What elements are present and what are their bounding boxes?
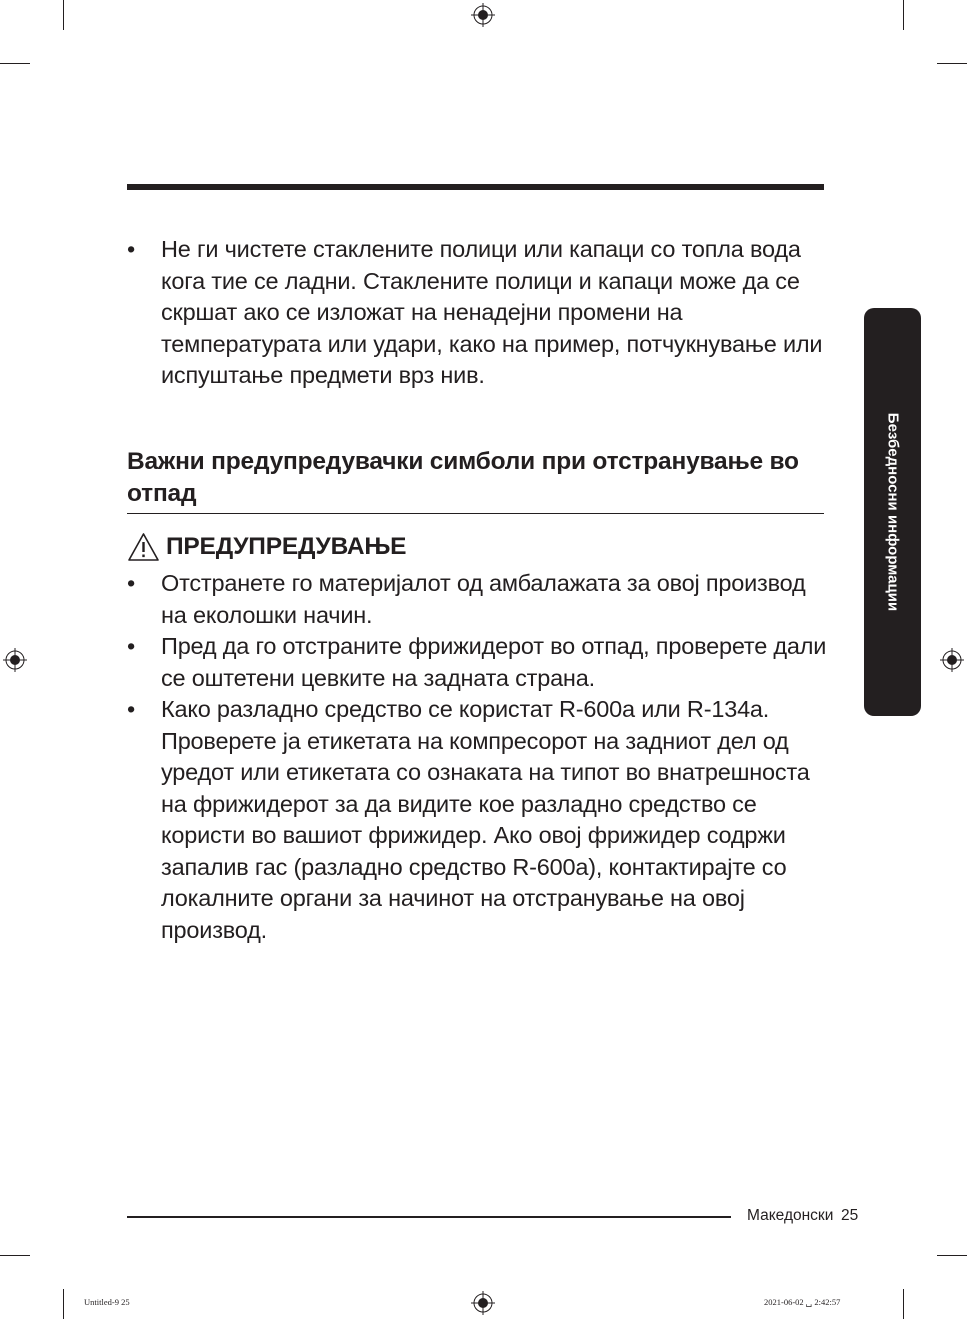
crop-mark-top-right-h bbox=[937, 63, 967, 64]
registration-mark-left-icon bbox=[3, 648, 27, 672]
crop-mark-top-right-v bbox=[903, 0, 904, 30]
registration-mark-right-icon bbox=[940, 648, 964, 672]
warning-label: ПРЕДУПРЕДУВАЊЕ bbox=[166, 533, 407, 560]
list-item bbox=[127, 568, 827, 631]
list-item-text: Како разладно средство се користат R-600a или R-134a. Проверете ја етикетата на компресорот на задниот дел од уредот или етикетата со ознаката на типот во внатрешноста на фрижидерот за да видите кое разладно средство се користи во вашиот фрижидер. Ако овој фрижидер содржи запалив гас (разладно средство R-600a), контактирајте со локалните органи за начинот на отстранување на овој производ. bbox=[161, 696, 810, 943]
list-item bbox=[127, 234, 827, 392]
list-item-text: Пред да го отстраните фрижидерот во отпад, проверете дали се оштетени цевките на задната страна. bbox=[161, 633, 827, 691]
list-item bbox=[127, 631, 827, 694]
crop-mark-bottom-right-h bbox=[937, 1255, 967, 1256]
intro-bullet-list bbox=[127, 234, 827, 392]
crop-mark-bottom-left-v bbox=[63, 1289, 64, 1319]
registration-mark-bottom-icon bbox=[471, 1291, 495, 1315]
list-item-text: Отстранете го материјалот од амбалажата за овој производ на еколошки начин. bbox=[161, 570, 806, 628]
section-title-rule bbox=[127, 513, 824, 514]
bullet-dot: • bbox=[127, 633, 136, 659]
chapter-side-tab-label: Безбедносни информации bbox=[884, 412, 901, 612]
bullet-dot: • bbox=[127, 696, 136, 722]
registration-mark-top-icon bbox=[471, 3, 495, 27]
page-number: 25 bbox=[841, 1207, 859, 1224]
list-item bbox=[127, 694, 827, 946]
crop-mark-top-left-h bbox=[0, 63, 30, 64]
list-item-text: Не ги чистете стаклените полици или капаци со топла вода кога тие се ладни. Стаклените полици и капаци може да се скршат ако се изложат на ненадејни промени на температурата или удари, како на пример, потчукнување или испуштање предмети врз нив. bbox=[161, 236, 823, 388]
chapter-side-tab bbox=[864, 308, 921, 716]
warning-bullet-list bbox=[127, 568, 827, 946]
warning-header bbox=[127, 530, 406, 564]
bullet-dot: • bbox=[127, 570, 136, 596]
footer-language: Македонски bbox=[747, 1207, 834, 1224]
print-slug-left: Untitled-9 25 bbox=[84, 1297, 130, 1307]
crop-mark-bottom-right-v bbox=[903, 1289, 904, 1319]
crop-mark-bottom-left-h bbox=[0, 1255, 30, 1256]
footer-rule bbox=[127, 1216, 731, 1218]
top-rule bbox=[127, 184, 824, 190]
crop-mark-top-left-v bbox=[63, 0, 64, 30]
bullet-dot: • bbox=[127, 236, 136, 262]
warning-triangle-icon bbox=[127, 532, 160, 562]
section-title: Важни предупредувачки симболи при отстранување во отпад bbox=[127, 448, 799, 507]
print-slug-right: 2021-06-02 ␣ 2:42:57 bbox=[764, 1297, 841, 1307]
